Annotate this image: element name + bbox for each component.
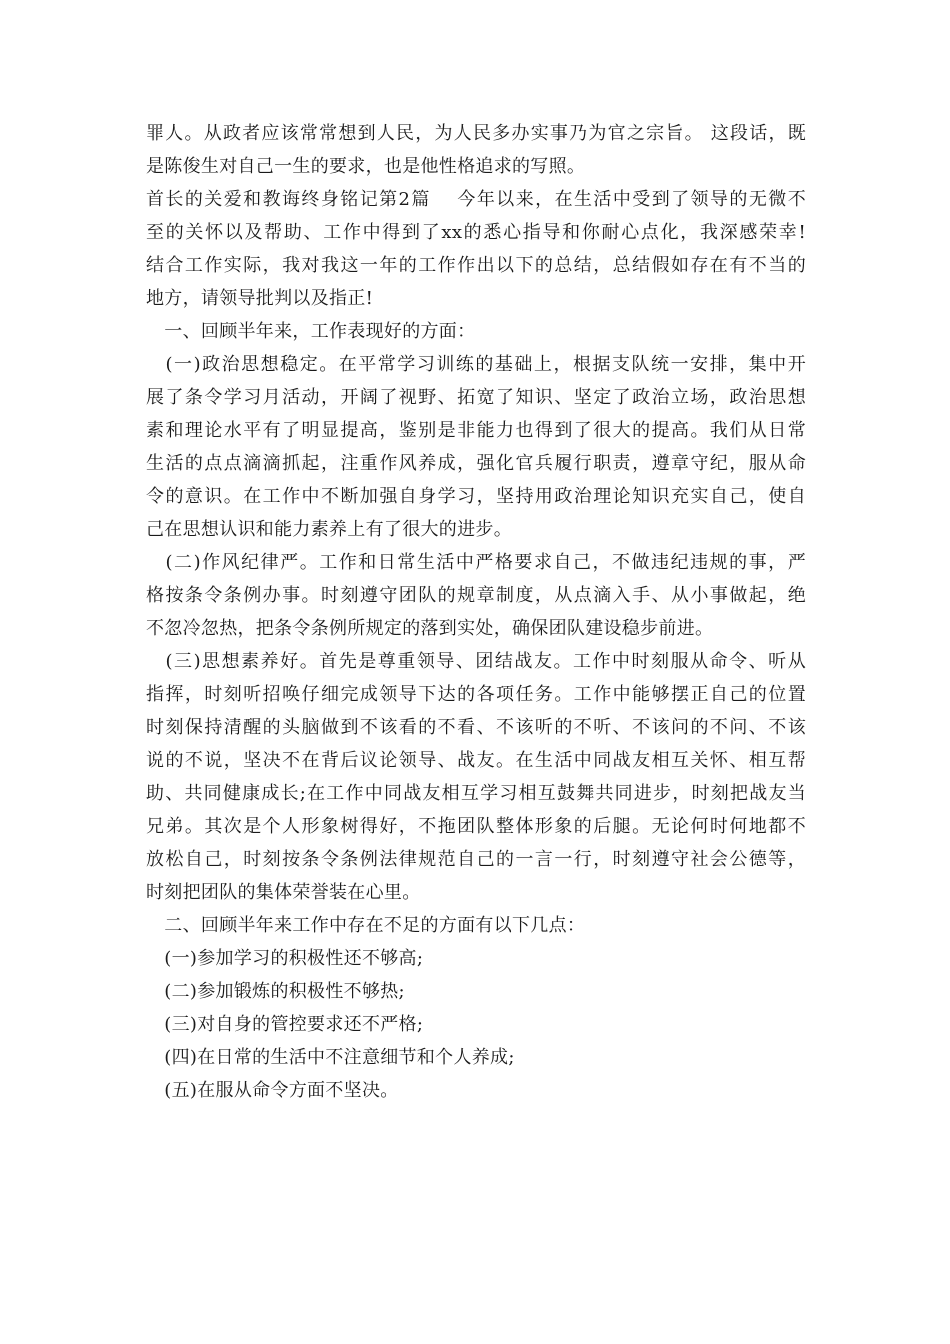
text-line: 格按条令条例办事。时刻遵守团队的规章制度，从点滴入手、从小事做起，绝: [146, 585, 806, 606]
list-item: (五)在服从命令方面不坚决。: [146, 1080, 399, 1101]
list-item: (三)对自身的管控要求还不严格;: [146, 1014, 424, 1035]
section-heading: 二、回顾半年来工作中存在不足的方面有以下几点：: [146, 915, 586, 936]
text-line: 时刻把团队的集体荣誉装在心里。: [146, 882, 421, 903]
text-line: (一)政治思想稳定。在平常学习训练的基础上，根据支队统一安排，集中开: [146, 354, 806, 375]
text-line: 时刻保持清醒的头脑做到不该看的不看、不该听的不听、不该问的不问、不该: [146, 717, 806, 738]
text-line: 至的关怀以及帮助、工作中得到了xx的悉心指导和你耐心点化，我深感荣幸!: [146, 222, 806, 243]
text-line: 结合工作实际，我对我这一年的工作作出以下的总结，总结假如存在有不当的: [146, 255, 806, 276]
text-line: 是陈俊生对自己一生的要求，也是他性格追求的写照。: [146, 156, 586, 177]
list-item: (四)在日常的生活中不注意细节和个人养成;: [146, 1047, 515, 1068]
text-line: 己在思想认识和能力素养上有了很大的进步。: [146, 519, 512, 540]
text-line: 罪人。从政者应该常常想到人民，为人民多办实事乃为官之宗旨。 这段话，既: [146, 123, 806, 144]
text-line: 兄弟。其次是个人形象树得好，不拖团队整体形象的后腿。无论何时何地都不: [146, 816, 806, 837]
list-item: (二)参加锻炼的积极性不够热;: [146, 981, 405, 1002]
section-heading: 一、回顾半年来，工作表现好的方面：: [146, 321, 476, 342]
text-line: 放松自己，时刻按条令条例法律规范自己的一言一行，时刻遵守社会公德等，: [146, 849, 806, 870]
text-line: 地方，请领导批判以及指正!: [146, 288, 374, 309]
text-line: 生活的点点滴滴抓起，注重作风养成，强化官兵履行职责，遵章守纪，服从命: [146, 453, 806, 474]
document-body: [146, 117, 806, 1107]
text-line: 指挥，时刻听招唤仔细完成领导下达的各项任务。工作中能够摆正自己的位置: [146, 684, 806, 705]
text-line: 首长的关爱和教诲终身铭记第2篇 今年以来，在生活中受到了领导的无微不: [146, 189, 806, 210]
text-line: 说的不说，坚决不在背后议论领导、战友。在生活中同战友相互关怀、相互帮: [146, 750, 806, 771]
text-line: (二)作风纪律严。工作和日常生活中严格要求自己，不做违纪违规的事，严: [146, 552, 806, 573]
text-line: 令的意识。在工作中不断加强自身学习，坚持用政治理论知识充实自己，使自: [146, 486, 806, 507]
list-item: (一)参加学习的积极性还不够高;: [146, 948, 424, 969]
text-line: 助、共同健康成长;在工作中同战友相互学习相互鼓舞共同进步，时刻把战友当: [146, 783, 806, 804]
text-line: (三)思想素养好。首先是尊重领导、团结战友。工作中时刻服从命令、听从: [146, 651, 806, 672]
text-line: 展了条令学习月活动，开阔了视野、拓宽了知识、坚定了政治立场，政治思想: [146, 387, 806, 408]
text-line: 不忽冷忽热，把条令条例所规定的落到实处，确保团队建设稳步前进。: [146, 618, 714, 639]
text-line: 素和理论水平有了明显提高，鉴别是非能力也得到了很大的提高。我们从日常: [146, 420, 806, 441]
